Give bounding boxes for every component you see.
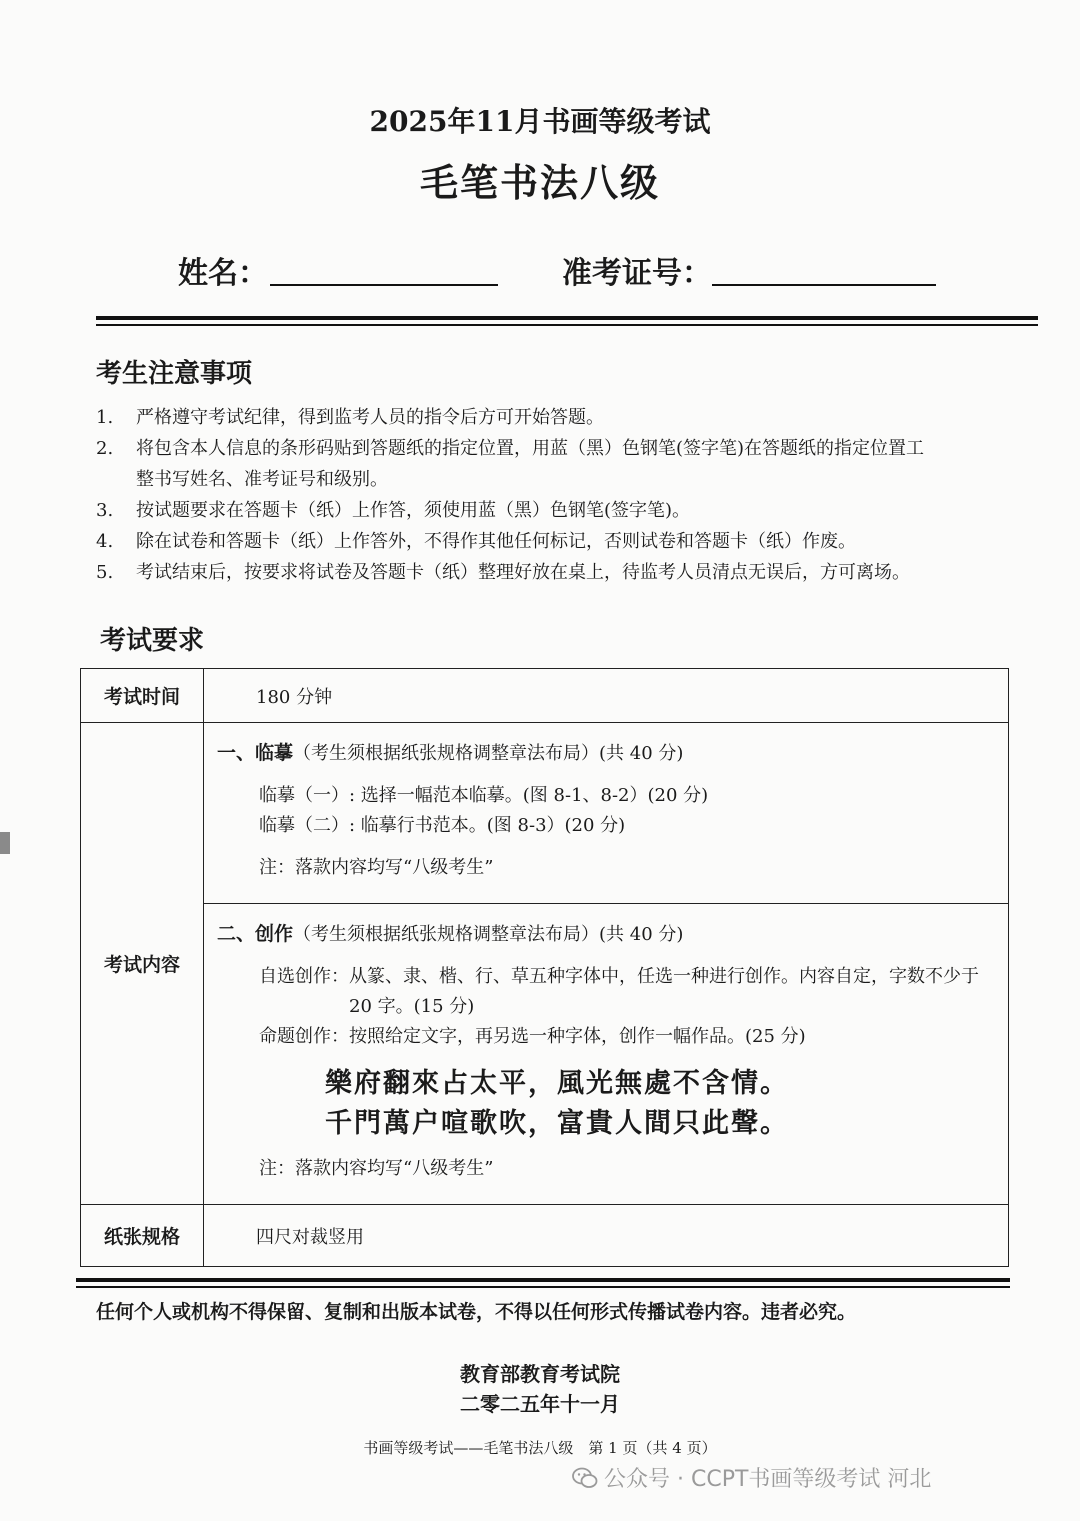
part2-block (205, 905, 1007, 1194)
part2-cell (204, 904, 1009, 1205)
scan-edge-mark (0, 832, 10, 854)
topic-creation-value: 按照给定文字，再另选一种字体，创作一幅作品。(25 分) (349, 1026, 806, 1047)
notice-item (96, 557, 1016, 588)
name-label: 姓名： (178, 256, 268, 291)
part2-desc: （考生须根据纸张规格调整章法布局）(共 40 分) (293, 924, 684, 945)
bottom-rule-thin (76, 1286, 1010, 1288)
paper-value: 四尺对裁竖用 (204, 1205, 1009, 1267)
issuer-org: 教育部教育考试院 (460, 1362, 620, 1386)
exam-title: 2025年11月书画等级考试 (369, 105, 711, 138)
part2-title: 二、创作 (217, 923, 294, 945)
wechat-icon (572, 1465, 598, 1491)
part1-line2: 临摹（二）: 临摹行书范本。(图 8-3）(20 分) (259, 815, 626, 836)
ticket-number-blank (712, 284, 936, 286)
part1-line1: 临摹（一）: 选择一幅范本临摹。(图 8-1、8-2）(20 分) (259, 785, 709, 806)
table-row-content-part2 (81, 904, 1009, 1205)
notice-item-text: 考试结束后，按要求将试卷及答题卡（纸）整理好放在桌上，待监考人员清点无误后，方可离场。 (136, 562, 910, 583)
poem-line-2: 千門萬户喧歌吹，富貴人間只此聲。 (325, 1108, 789, 1139)
requirements-heading: 考试要求 (100, 626, 205, 656)
free-creation-value: 从篆、隶、楷、行、草五种字体中，任选一种进行创作。内容自定，字数不少于 20 字。(15 分) (349, 966, 979, 1017)
part1-heading (217, 734, 997, 773)
part1-title: 一、临摹 (217, 742, 294, 764)
time-value: 180 分钟 (204, 669, 1009, 723)
ticket-number-label: 准考证号： (562, 256, 712, 291)
notice-item (96, 526, 1016, 557)
notice-item-text: 严格遵守考试纪律，得到监考人员的指令后方可开始答题。 (136, 407, 604, 428)
notice-item (96, 433, 1016, 495)
notice-item (96, 402, 1016, 433)
notice-item-text: 按试题要求在答题卡（纸）上作答，须使用蓝（黑）色钢笔(签字笔)。 (136, 500, 691, 521)
part1-block (205, 724, 1007, 893)
watermark (572, 1462, 931, 1493)
free-creation (259, 962, 997, 1022)
exam-level-title: 毛笔书法八级 (419, 161, 660, 205)
topic-creation-key: 命题创作： (259, 1026, 349, 1047)
notice-item-number: 4. (96, 531, 114, 552)
watermark-text: 公众号 · CCPT书画等级考试 河北 (604, 1467, 932, 1492)
notice-item-number: 5. (96, 562, 114, 583)
notice-list (96, 402, 1016, 588)
table-row-paper (81, 1205, 1009, 1267)
copyright-warning: 任何个人或机构不得保留、复制和出版本试卷，不得以任何形式传播试卷内容。违者必究。 (96, 1301, 857, 1323)
name-blank (270, 284, 498, 286)
part1-desc: （考生须根据纸张规格调整章法布局）(共 40 分) (293, 743, 684, 764)
requirements-table (80, 668, 1009, 1267)
top-rule-thin (96, 324, 1038, 326)
notice-item-number: 1. (96, 407, 114, 428)
notice-item-number: 3. (96, 500, 114, 521)
page-footer: 书画等级考试——毛笔书法八级 第 1 页（共 4 页） (363, 1439, 717, 1457)
poem (217, 1064, 997, 1144)
part2-heading (217, 915, 997, 954)
part1-note: 注：落款内容均写“八级考生” (259, 857, 494, 878)
table-row-content (81, 723, 1009, 904)
poem-line-1: 樂府翻來占太平，風光無處不含情。 (325, 1068, 789, 1099)
notice-item-text: 除在试卷和答题卡（纸）上作答外，不得作其他任何标记，否则试卷和答题卡（纸）作废。 (136, 531, 856, 552)
notice-item-text: 将包含本人信息的条形码贴到答题纸的指定位置，用蓝（黑）色钢笔(签字笔)在答题纸的指定位置工整书写姓名、准考证号和级别。 (136, 438, 925, 490)
paper-label: 纸张规格 (81, 1205, 204, 1267)
part1-cell (204, 723, 1009, 904)
free-creation-key: 自选创作： (259, 966, 349, 987)
table-row-time (81, 669, 1009, 723)
time-label: 考试时间 (81, 669, 204, 723)
bottom-rule-thick (76, 1278, 1010, 1282)
notice-heading: 考生注意事项 (96, 359, 253, 389)
topic-creation (259, 1022, 997, 1052)
top-rule-thick (96, 316, 1038, 320)
notice-item-number: 2. (96, 438, 114, 459)
issuer-date: 二零二五年十一月 (460, 1392, 620, 1416)
content-label: 考试内容 (81, 723, 204, 1205)
part2-note: 注：落款内容均写“八级考生” (259, 1158, 494, 1179)
notice-item (96, 495, 1016, 526)
